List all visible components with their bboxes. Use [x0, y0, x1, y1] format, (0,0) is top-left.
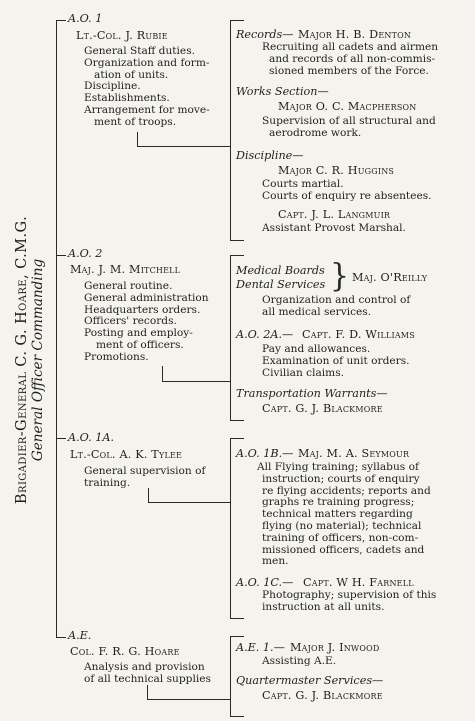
- sub-ao2a-label: A.O. 2A.—: [236, 328, 294, 341]
- connector-ao2-h: [162, 381, 230, 382]
- commander-name: Brigadier-General C. G. Hoare, C.M.G.: [13, 215, 30, 505]
- commander-title: General Officer Commanding: [30, 258, 46, 462]
- branch-stub-2: [56, 255, 66, 256]
- sub-transport-label: Transportation Warrants—: [236, 387, 388, 400]
- sub-dental-services-label: Dental Services: [236, 278, 326, 291]
- sub-medical-duties: Organization and control of all medical services.: [262, 294, 411, 318]
- sub-ae1-label: A.E. 1.—: [236, 641, 285, 654]
- sub-ao1c-officer: Capt. W H. Farnell: [303, 576, 414, 589]
- branch-duties-ao1: General Staff duties. Organization and form- ation of units. Discipline. Establishments. Arrangement for move- ment of troops.: [84, 45, 210, 128]
- sub-medical-boards-label: Medical Boards: [236, 264, 325, 277]
- bracket-ao2-top: [230, 255, 244, 256]
- sub-quartermaster-officer: Capt. G. J. Blackmore: [262, 689, 383, 702]
- branch-duties-ae: Analysis and provision of all technical supplies: [84, 661, 211, 685]
- sub-ao1c-label: A.O. 1C.—: [236, 576, 294, 589]
- connector-ao1-h: [137, 146, 230, 147]
- bracket-ao1a-top: [230, 438, 244, 439]
- branch-duties-ao2: General routine. General administration Headquarters orders. Officers' records. Posting and employ- ment of officers. Promotions.: [84, 280, 209, 363]
- main-trunk-line: [56, 20, 57, 638]
- sub-quartermaster-label: Quartermaster Services—: [236, 674, 384, 687]
- bracket-ao2: [230, 255, 231, 420]
- sub-ao2a-officer: Capt. F. D. Williams: [302, 328, 415, 341]
- bracket-ao1: [230, 20, 231, 240]
- branch-officer-ao2: Maj. J. M. Mitchell: [70, 263, 181, 276]
- sub-works-officer: Major O. C. Macpherson: [278, 100, 417, 113]
- brace-icon: }: [330, 258, 350, 295]
- sub-ao1b-label: A.O. 1B.—: [236, 447, 294, 460]
- sub-ao1b-duties: All Flying training; syllabus of instruction; courts of enquiry re flying accidents; reports and graphs re training progress; technical matters regarding flying (no material); technical training of officers, non-com- missioned officers, cadets and men.: [257, 461, 431, 568]
- bracket-ao1-top: [230, 20, 244, 21]
- connector-ao1a-h: [148, 502, 230, 503]
- branch-code-ao2: A.O. 2: [68, 247, 103, 260]
- sub-ao1c-duties: Photography; supervision of this instruction at all units.: [262, 589, 437, 613]
- bracket-ae: [230, 636, 231, 716]
- branch-code-ae: A.E.: [68, 629, 92, 642]
- sub-records-duties: Recruiting all cadets and airmen and records of all non-commis- sioned members of the Force.: [262, 41, 439, 77]
- bracket-ao1-bottom: [230, 240, 244, 241]
- sub-ae1-officer: Major J. Inwood: [290, 641, 380, 654]
- bracket-ae-top: [230, 636, 244, 637]
- sub-discipline-duties2: Assistant Provost Marshal.: [262, 222, 406, 234]
- bracket-ao1a-bottom: [230, 618, 244, 619]
- branch-stub-1: [56, 20, 66, 21]
- sub-records-label: Records—: [236, 28, 294, 41]
- sub-discipline-duties: Courts martial. Courts of enquiry re absentees.: [262, 178, 432, 202]
- sub-works-duties: Supervision of all structural and aerodrome work.: [262, 115, 436, 139]
- branch-code-ao1: A.O. 1: [68, 12, 103, 25]
- branch-officer-ao1a: Lt.-Col. A. K. Tylee: [70, 448, 183, 461]
- branch-duties-ao1a: General supervision of training.: [84, 465, 206, 489]
- sub-ao1b-officer: Maj. M. A. Seymour: [298, 447, 410, 460]
- bracket-ae-bottom: [230, 716, 244, 717]
- bracket-ao2-bottom: [230, 420, 244, 421]
- sub-records-officer: Major H. B. Denton: [298, 28, 412, 41]
- branch-stub-4: [56, 637, 66, 638]
- branch-officer-ae: Col. F. R. G. Hoare: [70, 645, 180, 658]
- connector-ao1a-v: [148, 488, 149, 502]
- sub-discipline-officer: Major C. R. Huggins: [278, 164, 395, 177]
- branch-stub-3: [56, 438, 66, 439]
- bracket-ao1a: [230, 438, 231, 618]
- connector-ao1-v: [137, 132, 138, 146]
- connector-ae-h: [147, 699, 230, 700]
- sub-ao2a-duties: Pay and allowances. Examination of unit orders. Civilian claims.: [262, 343, 410, 379]
- commander-label: [4, 150, 56, 570]
- sub-discipline-officer2: Capt. J. L. Langmuir: [278, 208, 391, 221]
- sub-ae1-duties: Assisting A.E.: [262, 655, 337, 667]
- branch-officer-ao1: Lt.-Col. J. Rubie: [76, 29, 168, 42]
- sub-medical-officer: Maj. O'Reilly: [352, 271, 428, 284]
- sub-transport-officer: Capt. G. J. Blackmore: [262, 402, 383, 415]
- connector-ao2-v: [162, 366, 163, 382]
- sub-works-label: Works Section—: [236, 85, 329, 98]
- branch-code-ao1a: A.O. 1A.: [68, 431, 115, 444]
- sub-discipline-label: Discipline—: [236, 149, 304, 162]
- connector-ae-v: [147, 685, 148, 699]
